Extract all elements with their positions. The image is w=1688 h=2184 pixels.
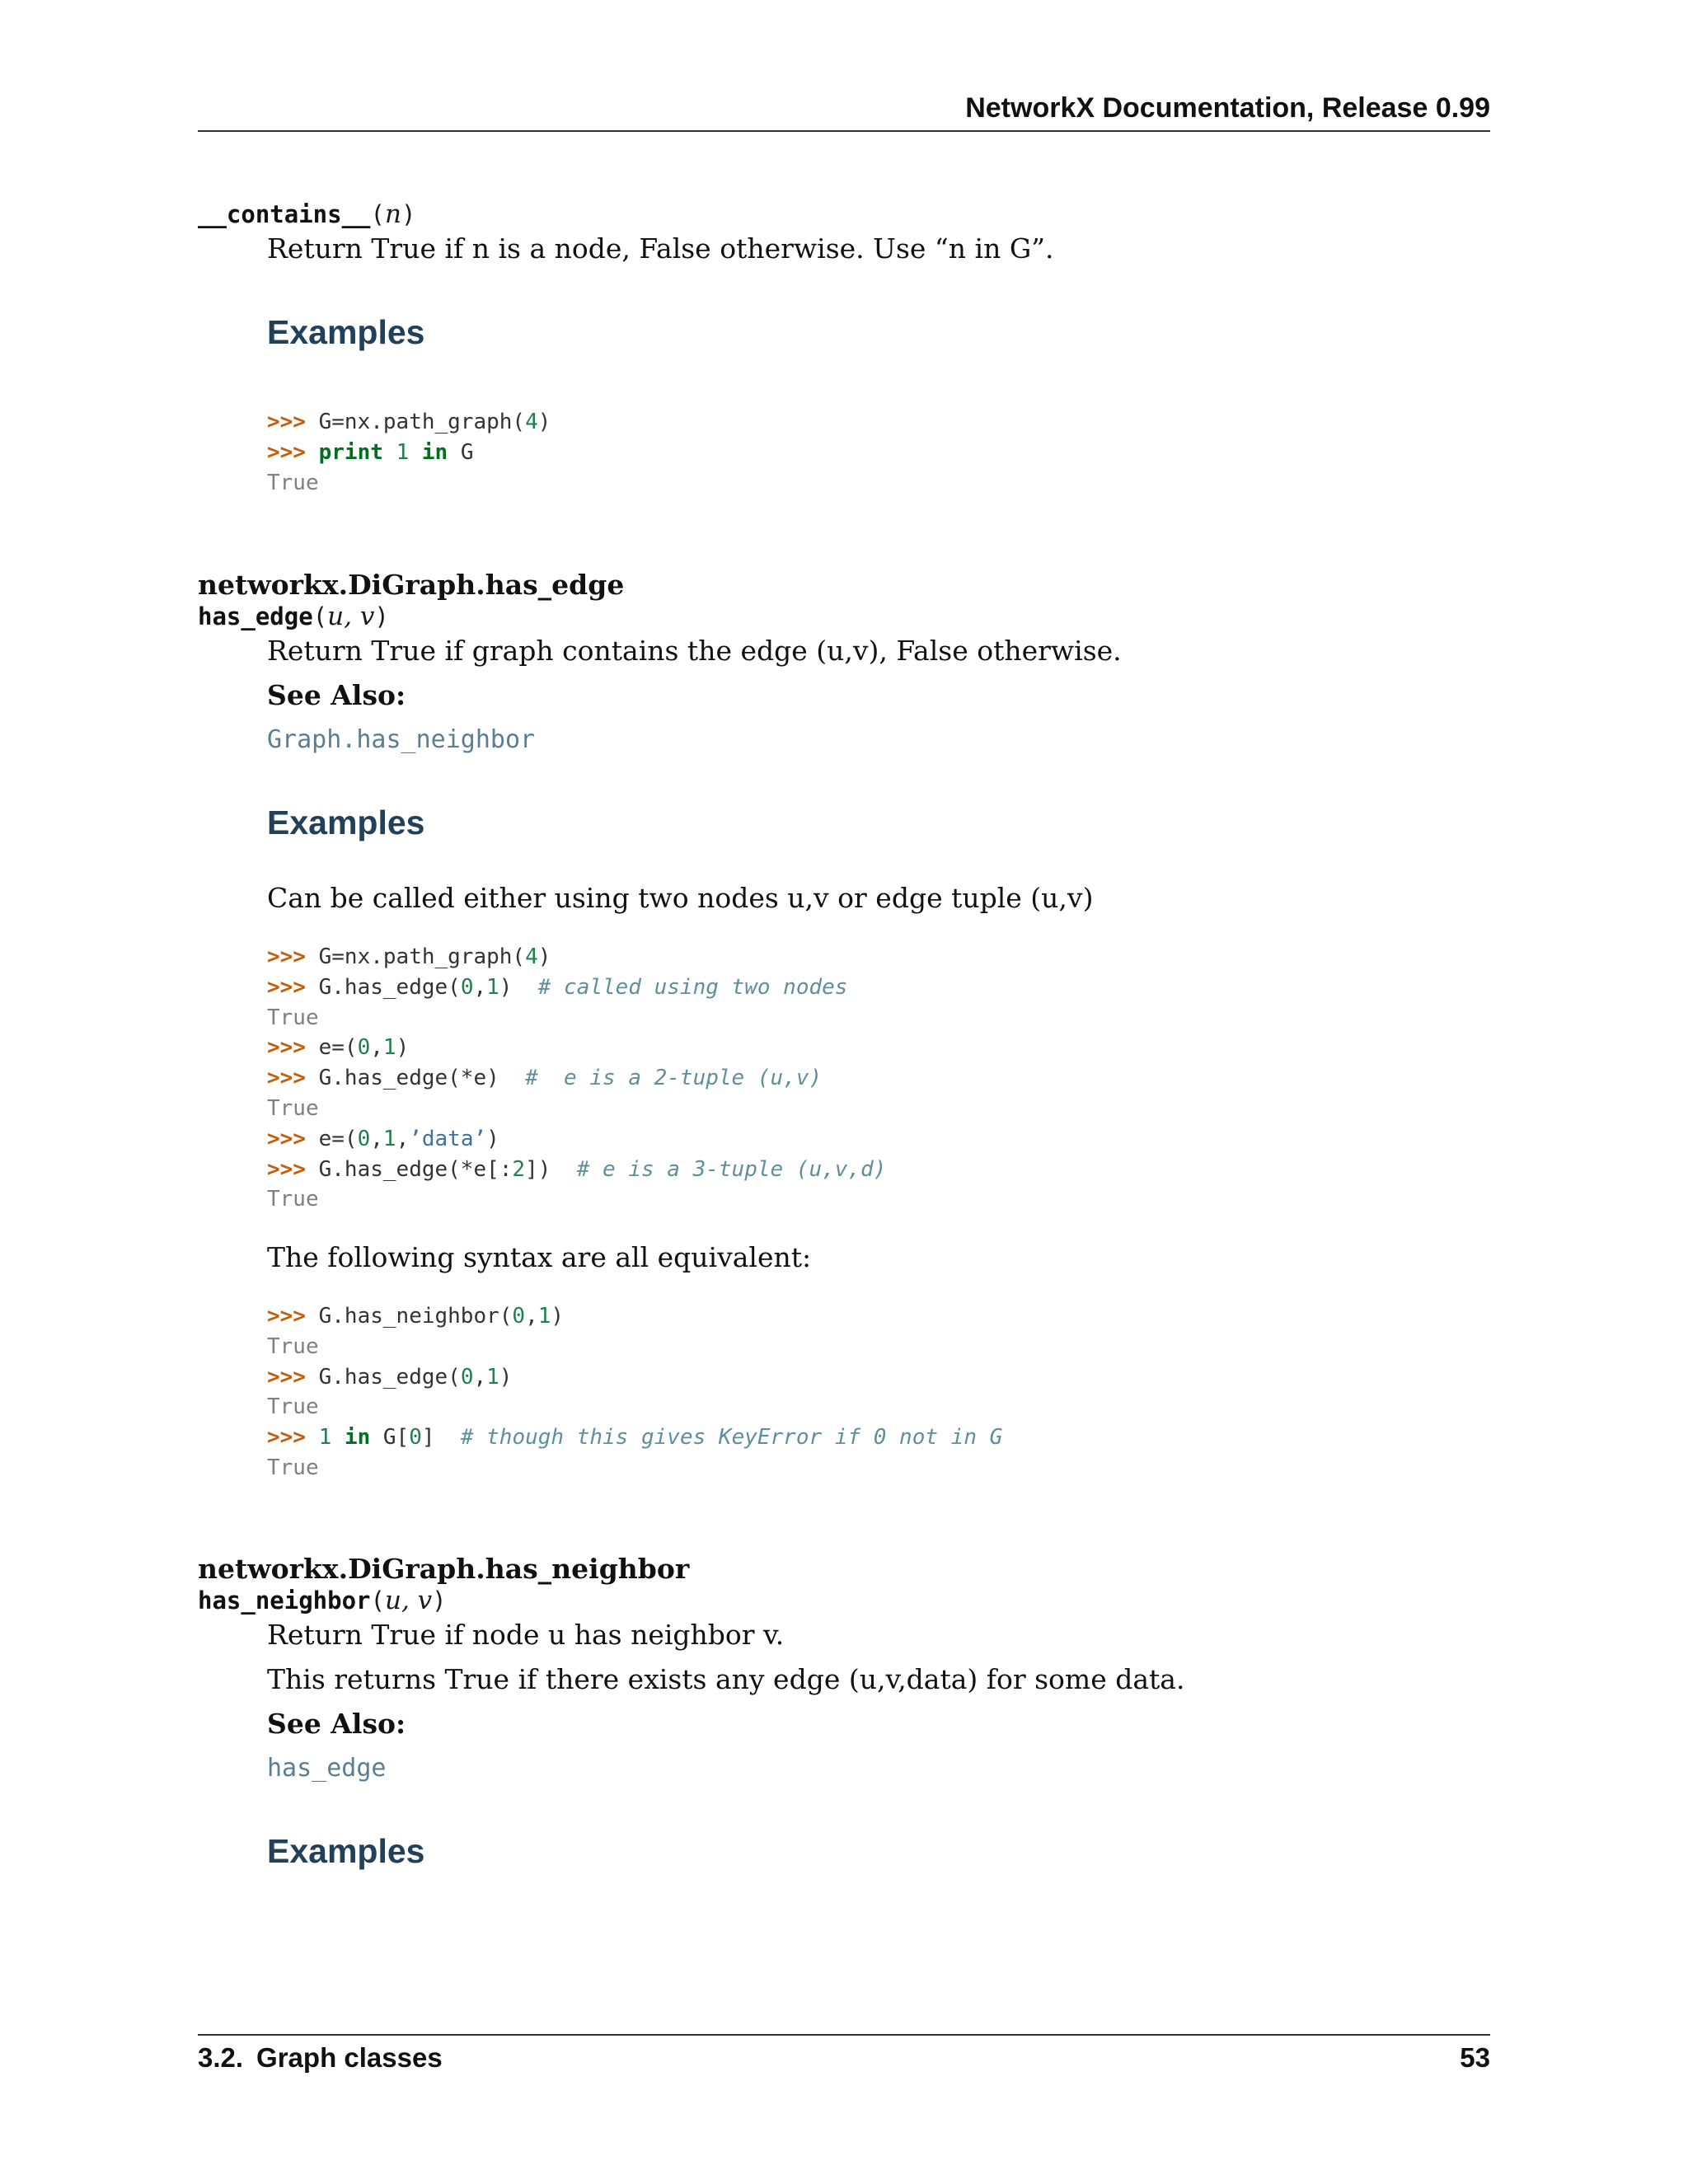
code-block [267,407,551,498]
method-name: __contains__ [198,200,371,228]
footer-section [198,2042,443,2074]
footer-rule [198,2034,1490,2036]
syntax-intro: The following syntax are all equivalent: [267,1241,812,1273]
examples-heading: Examples [267,1832,425,1870]
code-line: >>> G=nx.path_graph(4) [267,944,551,969]
code-line: >>> 1 in G[0] # though this gives KeyError if 0 not in G [267,1425,1003,1451]
code-line: >>> G=nx.path_graph(4) [267,410,551,434]
see-also-label: See Also: [267,1708,406,1740]
open-paren: ( [370,1586,385,1615]
close-paren: ) [401,200,416,228]
has-neighbor-description-2: This returns True if there exists any edge (u,v,data) for some data. [267,1663,1185,1695]
examples-heading: Examples [267,313,425,351]
code-output: True [267,470,319,495]
code-line: >>> e=(0,1,’data’) [267,1126,499,1151]
code-line: >>> G.has_edge(*e[:2]) # e is a 3-tuple (u,v,d) [267,1156,887,1182]
section-title: Graph classes [256,2042,443,2073]
code-line: >>> G.has_edge(0,1) [267,1364,513,1390]
code-output: True [267,1455,319,1480]
code-line: >>> print 1 in G [267,439,474,465]
examples-intro: Can be called either using two nodes u,v or edge tuple (u,v) [267,882,1094,914]
has-neighbor-description: Return True if node u has neighbor v. [267,1619,785,1651]
contains-description: Return True if n is a node, False otherwise. Use “n in G”. [267,232,1054,265]
code-output: True [267,1095,319,1121]
has-edge-signature [198,602,389,631]
method-params: u, v [384,1586,433,1615]
code-block [267,1301,1002,1483]
has-edge-description: Return True if graph contains the edge (u,v), False otherwise. [267,635,1122,667]
has-edge-full-name: networkx.DiGraph.has_edge [198,569,625,601]
code-line: >>> G.has_edge(0,1) # called using two nodes [267,974,848,1000]
code-line: >>> G.has_neighbor(0,1) [267,1304,565,1329]
running-header: NetworkX Documentation, Release 0.99 [965,92,1490,124]
see-also-label: See Also: [267,679,406,711]
code-output: True [267,1333,319,1359]
contains-signature [198,199,415,229]
code-output: True [267,1187,319,1212]
open-paren: ( [370,200,385,228]
see-also-link[interactable]: has_edge [267,1754,387,1783]
code-line: >>> G.has_edge(*e) # e is a 2-tuple (u,v) [267,1066,823,1091]
method-params: n [384,199,401,229]
open-paren: ( [312,602,328,630]
close-paren: ) [432,1586,447,1615]
method-name: has_edge [198,602,313,630]
section-number: 3.2. [198,2042,244,2073]
has-neighbor-signature [198,1586,447,1615]
page-number: 53 [1460,2042,1490,2073]
close-paren: ) [374,602,389,630]
see-also-link[interactable]: Graph.has_neighbor [267,725,536,754]
method-name: has_neighbor [198,1586,371,1615]
code-block [267,942,886,1215]
code-line: >>> e=(0,1) [267,1035,410,1061]
method-params: u, v [327,602,375,631]
has-neighbor-full-name: networkx.DiGraph.has_neighbor [198,1553,690,1585]
header-rule [198,130,1490,132]
examples-heading: Examples [267,804,425,841]
code-output: True [267,1005,319,1030]
code-output: True [267,1394,319,1420]
